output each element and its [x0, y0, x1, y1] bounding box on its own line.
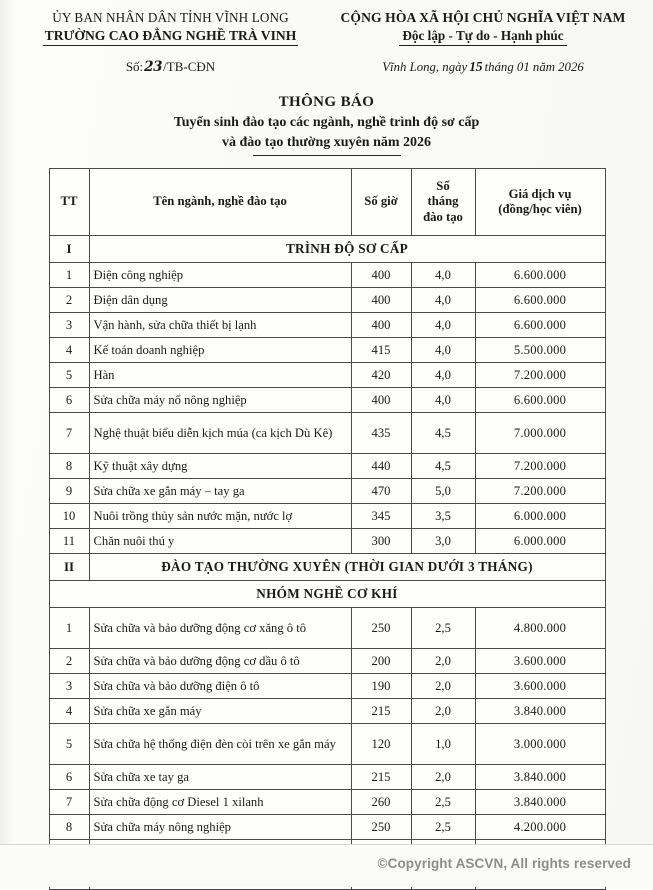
cell-index: 9	[49, 479, 89, 504]
document-title-block	[0, 92, 653, 156]
document-number-value: 23	[144, 59, 163, 76]
place-date-row	[327, 59, 639, 75]
cell-price: 3.600.000	[475, 674, 605, 699]
cell-months: 2,5	[411, 815, 475, 840]
cell-program-name: Sửa chữa máy nổ nông nghiệp	[89, 388, 351, 413]
cell-months: 3,5	[411, 504, 475, 529]
cell-price: 6.600.000	[475, 313, 605, 338]
cell-index: 7	[49, 413, 89, 454]
cell-program-name: Nuôi trồng thủy sản nước mặn, nước lợ	[89, 504, 351, 529]
document-number-suffix: /TB-CĐN	[163, 59, 216, 75]
table-row	[49, 674, 605, 699]
table-row	[49, 313, 605, 338]
cell-hours: 400	[351, 263, 411, 288]
cell-hours: 435	[351, 413, 411, 454]
cell-index: 11	[49, 529, 89, 554]
document-subtitle-line2: và đào tạo thường xuyên năm 2026	[221, 135, 432, 151]
group-heading-row	[49, 581, 605, 608]
cell-index: 1	[49, 608, 89, 649]
cell-index: 6	[49, 388, 89, 413]
cell-program-name: Kỹ thuật xây dựng	[89, 454, 351, 479]
cell-price: 6.600.000	[475, 263, 605, 288]
table-row	[49, 504, 605, 529]
cell-price: 3.840.000	[475, 765, 605, 790]
cell-months: 2,0	[411, 765, 475, 790]
cell-hours: 470	[351, 479, 411, 504]
cell-months: 4,0	[411, 338, 475, 363]
cell-index: 4	[49, 699, 89, 724]
cell-months: 2,0	[411, 699, 475, 724]
cell-hours: 250	[351, 608, 411, 649]
cell-price: 3.000.000	[475, 724, 605, 765]
section-heading-label: TRÌNH ĐỘ SƠ CẤP	[89, 236, 605, 263]
section-heading-label: ĐÀO TẠO THƯỜNG XUYÊN (THỜI GIAN DƯỚI 3 THÁNG)	[89, 554, 605, 581]
cell-hours: 420	[351, 363, 411, 388]
table-row	[49, 388, 605, 413]
cell-hours: 400	[351, 288, 411, 313]
cell-hours: 345	[351, 504, 411, 529]
programs-table-container	[49, 168, 605, 890]
cell-months: 3,0	[411, 529, 475, 554]
cell-index: 8	[49, 454, 89, 479]
cell-price: 5.500.000	[475, 338, 605, 363]
table-row	[49, 815, 605, 840]
table-row	[49, 413, 605, 454]
copyright-watermark: ©Copyright ASCVN, All rights reserved	[377, 856, 631, 871]
title-underline-rule	[253, 155, 401, 156]
cell-months: 5,0	[411, 479, 475, 504]
cell-program-name: Sửa chữa máy nông nghiệp	[89, 815, 351, 840]
section-heading-row	[49, 236, 605, 263]
document-header	[0, 0, 653, 75]
cell-index: 4	[49, 338, 89, 363]
cell-hours: 440	[351, 454, 411, 479]
cell-index: 10	[49, 504, 89, 529]
section-roman-numeral: I	[49, 236, 89, 263]
table-row	[49, 338, 605, 363]
cell-months: 2,5	[411, 790, 475, 815]
cell-months: 4,0	[411, 263, 475, 288]
cell-hours: 120	[351, 724, 411, 765]
column-header-program-name: Tên ngành, nghề đào tạo	[89, 169, 351, 236]
table-row	[49, 263, 605, 288]
cell-program-name: Sửa chữa xe gắn máy	[89, 699, 351, 724]
cell-index: 5	[49, 363, 89, 388]
cell-hours: 190	[351, 674, 411, 699]
programs-table	[49, 168, 606, 890]
column-header-months-line3: đào tạo	[423, 209, 463, 224]
cell-program-name: Sửa chữa và bảo dưỡng động cơ dầu ô tô	[89, 649, 351, 674]
page-footer	[0, 844, 653, 887]
cell-months: 2,0	[411, 649, 475, 674]
cell-hours: 400	[351, 388, 411, 413]
table-row	[49, 649, 605, 674]
cell-index: 8	[49, 815, 89, 840]
cell-price: 7.000.000	[475, 413, 605, 454]
cell-price: 4.800.000	[475, 608, 605, 649]
cell-program-name: Nghệ thuật biểu diễn kịch múa (ca kịch Dù Kê)	[89, 413, 351, 454]
cell-index: 5	[49, 724, 89, 765]
cell-program-name: Sửa chữa hệ thống điện đèn còi trên xe gắn máy	[89, 724, 351, 765]
date-place-prefix: Vĩnh Long, ngày	[382, 60, 468, 75]
cell-months: 2,0	[411, 674, 475, 699]
table-row	[49, 363, 605, 388]
cell-months: 1,0	[411, 724, 475, 765]
cell-program-name: Chăn nuôi thú y	[89, 529, 351, 554]
document-number-row	[14, 59, 327, 75]
table-row	[49, 790, 605, 815]
column-header-months-line2: tháng	[427, 194, 459, 209]
cell-price: 4.200.000	[475, 815, 605, 840]
cell-price: 6.600.000	[475, 388, 605, 413]
page-title: THÔNG BÁO	[278, 94, 375, 111]
table-row	[49, 765, 605, 790]
section-heading-row	[49, 554, 605, 581]
table-row	[49, 479, 605, 504]
cell-price: 3.840.000	[475, 699, 605, 724]
cell-program-name: Sửa chữa xe tay ga	[89, 765, 351, 790]
cell-program-name: Điện dân dụng	[89, 288, 351, 313]
cell-program-name: Kế toán doanh nghiệp	[89, 338, 351, 363]
cell-program-name: Sửa chữa và bảo dưỡng động cơ xăng ô tô	[89, 608, 351, 649]
national-motto-line: Độc lập - Tự do - Hạnh phúc	[399, 27, 566, 46]
cell-program-name: Sửa chữa xe gắn máy – tay ga	[89, 479, 351, 504]
cell-hours: 215	[351, 699, 411, 724]
column-header-price-line2: (đồng/học viên)	[498, 202, 582, 217]
cell-months: 2,5	[411, 608, 475, 649]
cell-hours: 250	[351, 815, 411, 840]
cell-program-name: Hàn	[89, 363, 351, 388]
date-rest: tháng 01 năm 2026	[484, 60, 584, 75]
cell-price: 3.840.000	[475, 790, 605, 815]
cell-months: 4,5	[411, 454, 475, 479]
cell-months: 4,0	[411, 313, 475, 338]
cell-index: 3	[49, 313, 89, 338]
column-header-price-line1: Giá dịch vụ	[508, 186, 572, 201]
cell-index: 1	[49, 263, 89, 288]
cell-months: 4,5	[411, 413, 475, 454]
document-number-label: Số:	[125, 59, 144, 75]
table-body	[49, 236, 605, 890]
column-header-months	[411, 169, 475, 236]
cell-index: 2	[49, 649, 89, 674]
cell-months: 4,0	[411, 288, 475, 313]
issuing-authority-block	[14, 8, 327, 75]
table-row	[49, 288, 605, 313]
cell-hours: 415	[351, 338, 411, 363]
document-subtitle-line1: Tuyển sinh đào tạo các ngành, nghề trình độ sơ cấp	[173, 115, 480, 131]
national-heading-block	[327, 8, 639, 75]
table-row	[49, 699, 605, 724]
group-heading-label: NHÓM NGHỀ CƠ KHÍ	[49, 581, 605, 608]
cell-months: 4,0	[411, 388, 475, 413]
cell-index: 7	[49, 790, 89, 815]
cell-hours: 215	[351, 765, 411, 790]
cell-price: 7.200.000	[475, 454, 605, 479]
cell-price: 6.000.000	[475, 529, 605, 554]
cell-program-name: Vận hành, sửa chữa thiết bị lạnh	[89, 313, 351, 338]
cell-months: 4,0	[411, 363, 475, 388]
cell-index: 6	[49, 765, 89, 790]
column-header-months-line1: Số	[436, 178, 450, 193]
cell-program-name: Điện công nghiệp	[89, 263, 351, 288]
cell-price: 6.000.000	[475, 504, 605, 529]
date-day-value: 15	[469, 59, 483, 75]
table-header	[49, 169, 605, 236]
section-roman-numeral: II	[49, 554, 89, 581]
cell-price: 7.200.000	[475, 363, 605, 388]
cell-price: 6.600.000	[475, 288, 605, 313]
cell-hours: 200	[351, 649, 411, 674]
cell-hours: 400	[351, 313, 411, 338]
table-row	[49, 724, 605, 765]
cell-price: 3.600.000	[475, 649, 605, 674]
province-authority-line: ỦY BAN NHÂN DÂN TỈNH VĨNH LONG	[52, 10, 289, 25]
school-name-line: TRƯỜNG CAO ĐẲNG NGHỀ TRÀ VINH	[43, 27, 299, 47]
table-header-row	[49, 169, 605, 236]
column-header-price	[475, 169, 605, 236]
table-row	[49, 608, 605, 649]
table-row	[49, 454, 605, 479]
cell-program-name: Sửa chữa động cơ Diesel 1 xilanh	[89, 790, 351, 815]
cell-index: 2	[49, 288, 89, 313]
cell-hours: 300	[351, 529, 411, 554]
cell-program-name: Sửa chữa và bảo dưỡng điện ô tô	[89, 674, 351, 699]
column-header-tt: TT	[49, 169, 89, 236]
cell-price: 7.200.000	[475, 479, 605, 504]
cell-index: 3	[49, 674, 89, 699]
table-row	[49, 529, 605, 554]
national-title-line: CỘNG HÒA XÃ HỘI CHỦ NGHĨA VIỆT NAM	[340, 10, 626, 25]
cell-hours: 260	[351, 790, 411, 815]
column-header-hours: Số giờ	[351, 169, 411, 236]
